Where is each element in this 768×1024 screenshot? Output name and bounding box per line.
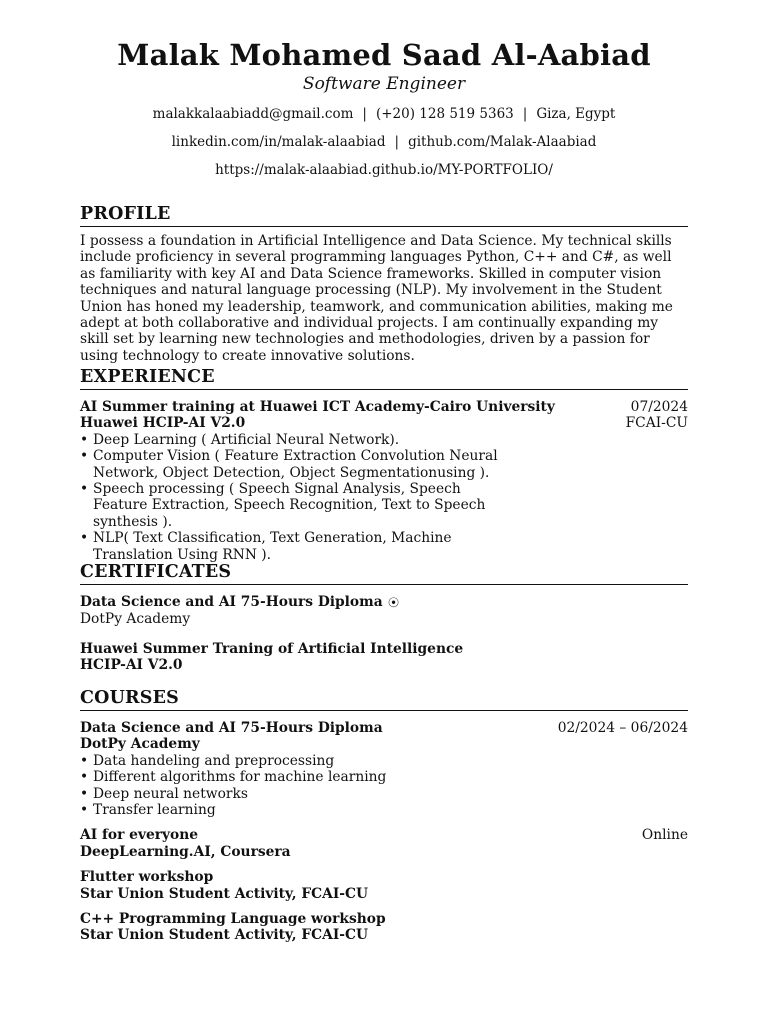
section-title-courses: COURSES bbox=[80, 687, 688, 711]
bullet-item: • Transfer learning bbox=[80, 802, 688, 818]
course-title: C++ Programming Language workshop bbox=[80, 911, 386, 928]
entry-location: FCAI-CU bbox=[625, 415, 688, 432]
linkedin-link[interactable]: linkedin.com/in/malak-alaabiad bbox=[171, 134, 386, 150]
course-provider: DotPy Academy bbox=[80, 736, 200, 753]
entry-header bbox=[80, 399, 688, 415]
courses-section bbox=[80, 687, 688, 944]
portfolio-link[interactable]: https://malak-alaabiad.github.io/MY-PORTFOLIO/ bbox=[215, 162, 553, 178]
course-provider: Star Union Student Activity, FCAI-CU bbox=[80, 885, 369, 902]
entry-bullets bbox=[80, 432, 510, 563]
entry-subheader bbox=[80, 415, 688, 431]
phone-number: (+20) 128 519 5363 bbox=[375, 106, 514, 122]
profile-text: I possess a foundation in Artificial Intelligence and Data Science. My technical skills include proficiency in several programming languages Python, C++ and C#, as well as familiarity with key AI and Data Science frameworks. Skilled in computer vision techniques and natural language processing (NLP). My involvement in the Student Union has honed my leadership, teamwork, and communication abilities, making me adept at both collaborative and individual projects. I am continually expanding my skill set by learning new technologies and methodologies, driven by a passion for using technology to create innovative solutions. bbox=[80, 233, 673, 364]
course-provider: Star Union Student Activity, FCAI-CU bbox=[80, 927, 369, 944]
course-entry bbox=[80, 869, 688, 902]
course-header bbox=[80, 720, 688, 736]
certificates-section bbox=[80, 561, 688, 674]
certificate-entry bbox=[80, 641, 688, 674]
entry-date: 07/2024 bbox=[630, 399, 688, 415]
bullet-item: • Speech processing ( Speech Signal Analysis, Speech Feature Extraction, Speech Recognition, Text to Speech synthesis ). bbox=[80, 481, 510, 530]
entry-title: AI Summer training at Huawei ICT Academy-Cairo University bbox=[80, 399, 555, 415]
experience-section bbox=[80, 366, 688, 563]
bullet-item: • NLP( Text Classification, Text Generation, Machine Translation Using RNN ). bbox=[80, 530, 510, 563]
certificate-issuer: DotPy Academy bbox=[80, 611, 191, 628]
experience-entry bbox=[80, 399, 688, 563]
course-bullets bbox=[80, 753, 688, 819]
course-entry bbox=[80, 911, 688, 944]
bullet-item: • Deep neural networks bbox=[80, 786, 688, 802]
section-title-profile: PROFILE bbox=[80, 203, 688, 227]
section-title-certificates: CERTIFICATES bbox=[80, 561, 688, 585]
course-title: Data Science and AI 75-Hours Diploma bbox=[80, 720, 383, 736]
link-icon[interactable]: ⦿ bbox=[385, 594, 403, 612]
profile-section bbox=[80, 203, 688, 364]
certificate-issuer: HCIP-AI V2.0 bbox=[80, 657, 183, 674]
separator: | bbox=[522, 106, 528, 122]
location: Giza, Egypt bbox=[536, 106, 616, 122]
bullet-item: • Computer Vision ( Feature Extraction Convolution Neural Network, Object Detection, Object Segmentationusing ). bbox=[80, 448, 510, 481]
candidate-name: Malak Mohamed Saad Al-Aabiad bbox=[117, 38, 651, 72]
email-link[interactable]: malakkalaabiadd@gmail.com bbox=[152, 106, 354, 122]
separator: | bbox=[362, 106, 367, 122]
contact-line-2 bbox=[80, 133, 688, 151]
bullet-item: • Data handeling and preprocessing bbox=[80, 753, 688, 769]
course-entry bbox=[80, 720, 688, 818]
course-date: 02/2024 – 06/2024 bbox=[557, 720, 688, 736]
contact-line-3 bbox=[80, 161, 688, 179]
contact-line-1 bbox=[80, 105, 688, 123]
separator: | bbox=[394, 134, 400, 150]
course-header bbox=[80, 827, 688, 843]
job-title: Software Engineer bbox=[302, 74, 466, 94]
certificate-title: Data Science and AI 75-Hours Diploma bbox=[80, 594, 383, 610]
course-title: AI for everyone bbox=[80, 827, 199, 844]
bullet-item: • Deep Learning ( Artificial Neural Network). bbox=[80, 432, 510, 448]
course-date: Online bbox=[641, 827, 688, 844]
course-title: Flutter workshop bbox=[80, 869, 214, 886]
course-provider: DeepLearning.AI, Coursera bbox=[80, 843, 291, 860]
github-link[interactable]: github.com/Malak-Alaabiad bbox=[408, 134, 597, 150]
certificate-title: Huawei Summer Traning of Artificial Intelligence bbox=[80, 640, 464, 657]
section-title-experience: EXPERIENCE bbox=[80, 366, 688, 390]
certificate-entry bbox=[80, 594, 688, 628]
course-entry bbox=[80, 827, 688, 860]
certificate-header bbox=[80, 594, 688, 611]
entry-subtitle: Huawei HCIP-AI V2.0 bbox=[80, 415, 246, 432]
bullet-item: • Different algorithms for machine learning bbox=[80, 769, 688, 785]
